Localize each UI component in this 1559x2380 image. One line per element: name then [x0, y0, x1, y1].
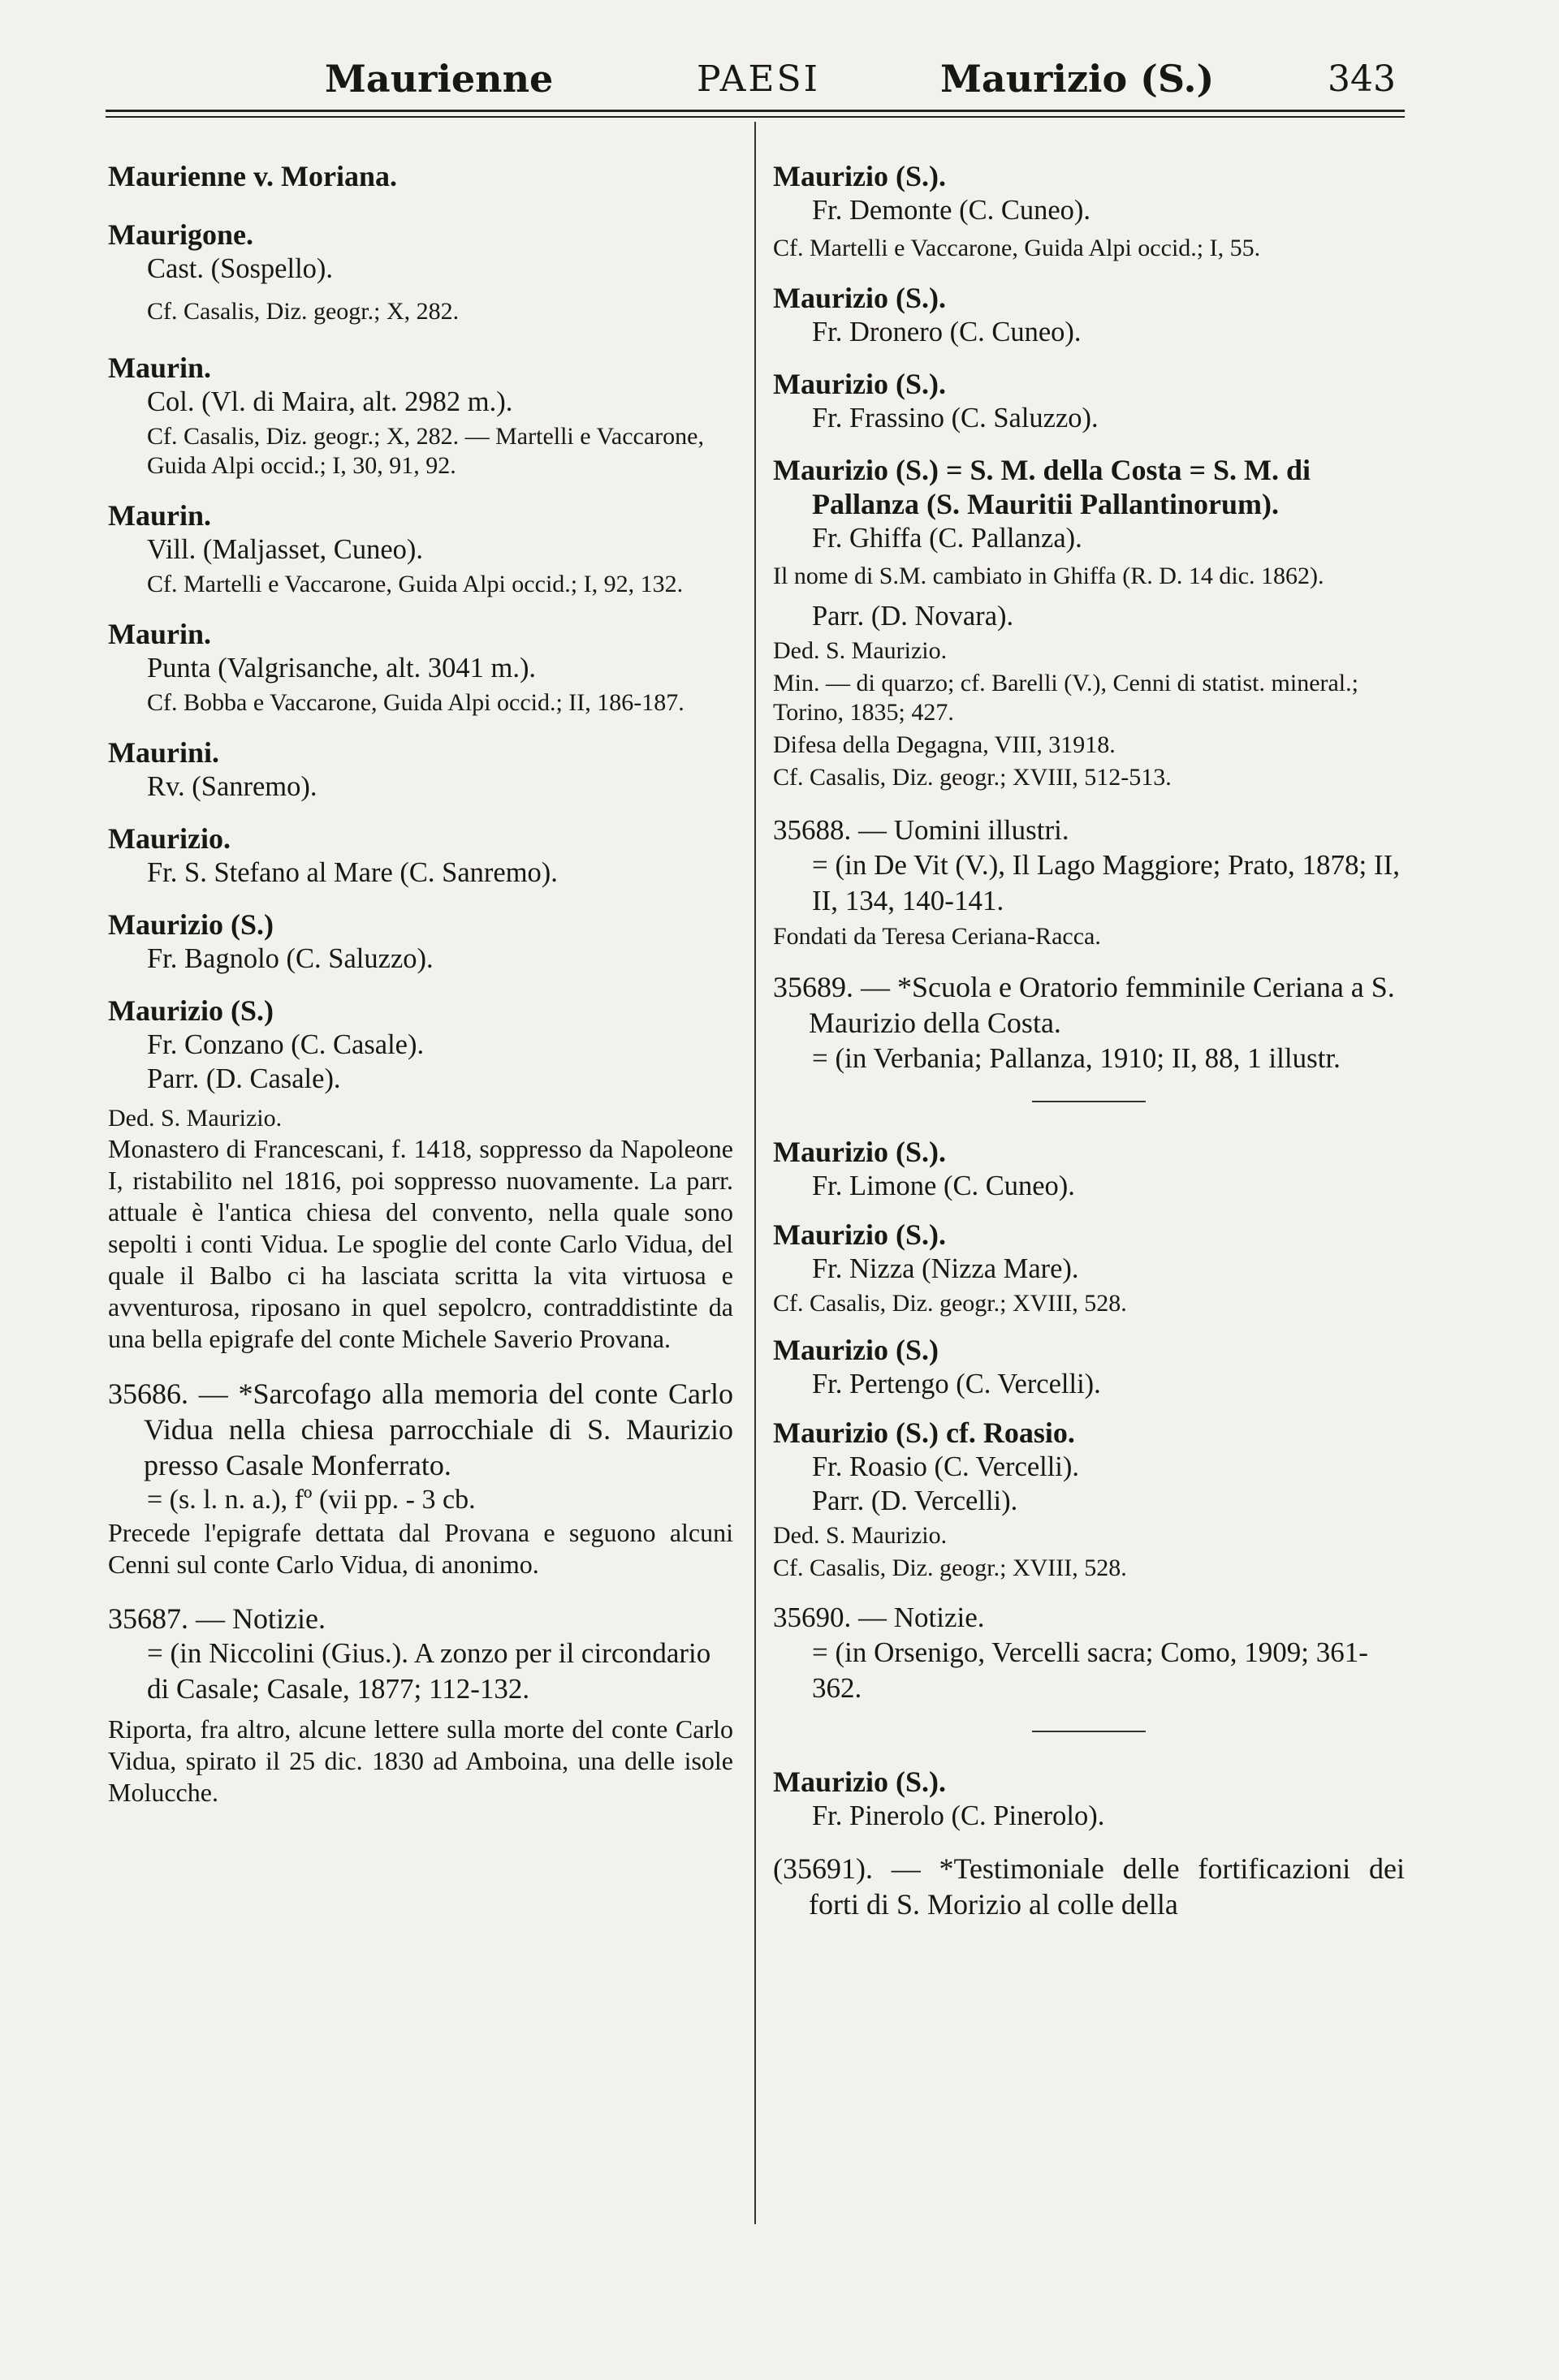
- entry-note: Cf. Casalis, Diz. geogr.; X, 282.: [147, 298, 460, 325]
- record-35686: [108, 1376, 733, 1580]
- entry-line: Fr. Nizza (Nizza Mare).: [812, 1253, 1079, 1284]
- entry-heading: Maurin.: [108, 499, 212, 532]
- entry-line: Col. (Vl. di Maira, alt. 2982 m.).: [147, 386, 513, 417]
- entry-note: Cf. Casalis, Diz. geogr.; XVIII, 528.: [773, 1290, 1127, 1317]
- entry-note: Il nome di S.M. cambiato in Ghiffa (R. D. 14 dic. 1862).: [773, 563, 1324, 589]
- entry-line: Fr. Roasio (C. Vercelli).: [812, 1451, 1079, 1482]
- record-35689: [773, 969, 1405, 1076]
- entry-note: Cf. Casalis, Diz. geogr.; XVIII, 528.: [773, 1554, 1127, 1581]
- entry-heading: Maurizio (S.).: [773, 368, 946, 400]
- entry-maurizio-demonte: [773, 159, 1405, 263]
- entry-maurienne: [108, 159, 733, 193]
- record-note: Riporta, fra altro, alcune lettere sulla morte del conte Carlo Vidua, spirato il 25 dic. 1830 ad Amboina, una delle isole Molucche.: [108, 1714, 733, 1807]
- entry-maurin-vill: [108, 498, 733, 599]
- entry-maurini: [108, 735, 733, 804]
- entry-maurizio-bagnolo: [108, 908, 733, 976]
- entry-dedication: Ded. S. Maurizio.: [108, 1105, 283, 1132]
- entry-maurizio-roasio: [773, 1416, 1405, 1583]
- entry-maurizio-conzano: [108, 994, 733, 1355]
- record-35687: [108, 1602, 733, 1809]
- entry-note: Cf. Bobba e Vaccarone, Guida Alpi occid.; II, 186-187.: [147, 689, 684, 716]
- header-right-keyword: Maurizio (S.): [940, 57, 1215, 101]
- record-citation: = (in De Vit (V.), Il Lago Maggiore; Prato, 1878; II, II, 134, 140-141.: [812, 849, 1400, 916]
- entry-maurizio-dronero: [773, 281, 1405, 349]
- entry-heading: Maurini.: [108, 736, 220, 769]
- section-separator: [1032, 1731, 1146, 1732]
- entry-heading: Maurigone.: [108, 218, 253, 251]
- entry-maurizio-pinerolo: [773, 1765, 1405, 1833]
- entry-heading: Maurizio.: [108, 822, 231, 855]
- entry-maurizio-limone: [773, 1135, 1405, 1203]
- entry-heading: Maurienne v. Moriana.: [108, 160, 397, 192]
- record-title: (35691). — *Testimoniale delle fortificazioni dei forti di S. Morizio al colle della: [773, 1852, 1405, 1921]
- record-citation: = (s. l. n. a.), fº (vii pp. - 3 cb.: [147, 1485, 476, 1515]
- entry-line: Parr. (D. Novara).: [812, 601, 1014, 632]
- running-header: [0, 57, 1559, 130]
- record-title: 35687. — Notizie.: [108, 1602, 326, 1635]
- record-title: 35689. — *Scuola e Oratorio femminile Ceriana a S. Maurizio della Costa.: [773, 971, 1395, 1039]
- entry-line: Fr. Dronero (C. Cuneo).: [812, 317, 1082, 347]
- entry-note: Cf. Martelli e Vaccarone, Guida Alpi occid.; I, 55.: [773, 235, 1261, 261]
- entry-heading: Maurizio (S.).: [773, 282, 946, 314]
- entry-heading: Maurizio (S.) cf. Roasio.: [773, 1416, 1075, 1449]
- record-citation: = (in Niccolini (Gius.). A zonzo per il circondario di Casale; Casale, 1877; 112-132.: [147, 1637, 711, 1705]
- section-separator: [1032, 1101, 1146, 1102]
- entry-maurizio-frassino: [773, 367, 1405, 435]
- entry-note: Min. — di quarzo; cf. Barelli (V.), Cenni di statist. mineral.; Torino, 1835; 427.: [773, 670, 1358, 726]
- entry-dedication: Ded. S. Maurizio.: [773, 1522, 948, 1549]
- record-citation: = (in Verbania; Pallanza, 1910; II, 88, 1 illustr.: [812, 1042, 1341, 1074]
- entry-maurin-col: [108, 351, 733, 481]
- header-left-keyword: Maurienne: [325, 57, 554, 101]
- record-title: 35686. — *Sarcofago alla memoria del conte Carlo Vidua nella chiesa parrocchiale di S. Maurizio presso Casale Monferrato.: [108, 1378, 733, 1481]
- right-column: [773, 159, 1405, 1934]
- header-rule-top: [106, 110, 1405, 112]
- entry-line: Fr. Pertengo (C. Vercelli).: [812, 1369, 1101, 1399]
- entry-line: Vill. (Maljasset, Cuneo).: [147, 534, 423, 565]
- entry-line: Fr. Bagnolo (C. Saluzzo).: [147, 943, 434, 974]
- entry-line: Parr. (D. Casale).: [147, 1063, 341, 1094]
- entry-line: Rv. (Sanremo).: [147, 771, 317, 802]
- header-rule-bottom: [106, 116, 1405, 118]
- entry-heading: Maurizio (S.).: [773, 160, 946, 192]
- entry-heading: Maurin.: [108, 618, 212, 650]
- entry-text: Monastero di Francescani, f. 1418, soppresso da Napoleone I, ristabilito nel 1816, poi soppresso nuovamente. La parr. attuale è l'antica chiesa del convento, nella quale sono sepolti i conti Vidua. Le spoglie del conte Carlo Vidua, del quale il Balbo ci ha lasciata scritta la vita virtuosa e avventurosa, riposano in quel sepolcro, contraddistinte da una bella epigrafe del conte Michele Saverio Provana.: [108, 1134, 733, 1353]
- record-note: Precede l'epigrafe dettata dal Provana e seguono alcuni Cenni sul conte Carlo Vidua, di anonimo.: [108, 1518, 733, 1579]
- entry-dedication: Ded. S. Maurizio.: [773, 637, 948, 664]
- entry-line: Fr. Limone (C. Cuneo).: [812, 1171, 1075, 1201]
- entry-heading: Maurizio (S.).: [773, 1218, 946, 1251]
- entry-maurizio-stefano: [108, 821, 733, 890]
- header-section: PAESI: [697, 58, 820, 100]
- entry-line: Punta (Valgrisanche, alt. 3041 m.).: [147, 653, 537, 683]
- entry-line: Fr. Pinerolo (C. Pinerolo).: [812, 1800, 1105, 1831]
- record-35690: [773, 1601, 1405, 1706]
- entry-note: Cf. Casalis, Diz. geogr.; X, 282. — Martelli e Vaccarone, Guida Alpi occid.; I, 30, 91, 92.: [147, 423, 704, 479]
- entry-line: Fr. Demonte (C. Cuneo).: [812, 195, 1091, 226]
- column-divider: [754, 122, 756, 2224]
- left-column: [108, 159, 733, 1820]
- entry-line: Fr. S. Stefano al Mare (C. Sanremo).: [147, 857, 558, 888]
- record-35691: [773, 1851, 1405, 1922]
- record-citation: = (in Orsenigo, Vercelli sacra; Como, 1909; 361-362.: [812, 1636, 1368, 1704]
- entry-note: Cf. Casalis, Diz. geogr.; XVIII, 512-513.: [773, 764, 1172, 791]
- entry-heading: Maurizio (S.): [108, 994, 274, 1027]
- page-number: 343: [1328, 58, 1396, 100]
- entry-line: Parr. (D. Vercelli).: [812, 1485, 1018, 1516]
- record-35688: [773, 813, 1405, 951]
- entry-heading: Maurizio (S.): [773, 1334, 939, 1366]
- entry-note: Difesa della Degagna, VIII, 31918.: [773, 731, 1116, 758]
- record-note: Fondati da Teresa Ceriana-Racca.: [773, 923, 1101, 950]
- entry-heading: Maurizio (S.) = S. M. della Costa = S. M. di Pallanza (S. Mauritii Pallantinorum).: [773, 454, 1311, 520]
- entry-maurizio-nizza: [773, 1218, 1405, 1318]
- entry-maurigone: [108, 218, 733, 326]
- entry-maurin-punta: [108, 617, 733, 718]
- entry-line: Fr. Conzano (C. Casale).: [147, 1029, 425, 1060]
- entry-line: Cast. (Sospello).: [147, 253, 334, 284]
- entry-note: Cf. Martelli e Vaccarone, Guida Alpi occid.; I, 92, 132.: [147, 571, 684, 597]
- entry-heading: Maurizio (S.): [108, 908, 274, 941]
- entry-line: Fr. Frassino (C. Saluzzo).: [812, 403, 1099, 433]
- entry-maurizio-pertengo: [773, 1333, 1405, 1401]
- entry-heading: Maurizio (S.).: [773, 1766, 946, 1798]
- record-title: 35688. — Uomini illustri.: [773, 814, 1069, 846]
- entry-heading: Maurizio (S.).: [773, 1136, 946, 1168]
- entry-heading: Maurin.: [108, 351, 212, 384]
- record-title: 35690. — Notizie.: [773, 1602, 985, 1633]
- entry-maurizio-ghiffa: [773, 453, 1405, 792]
- entry-line: Fr. Ghiffa (C. Pallanza).: [812, 523, 1082, 554]
